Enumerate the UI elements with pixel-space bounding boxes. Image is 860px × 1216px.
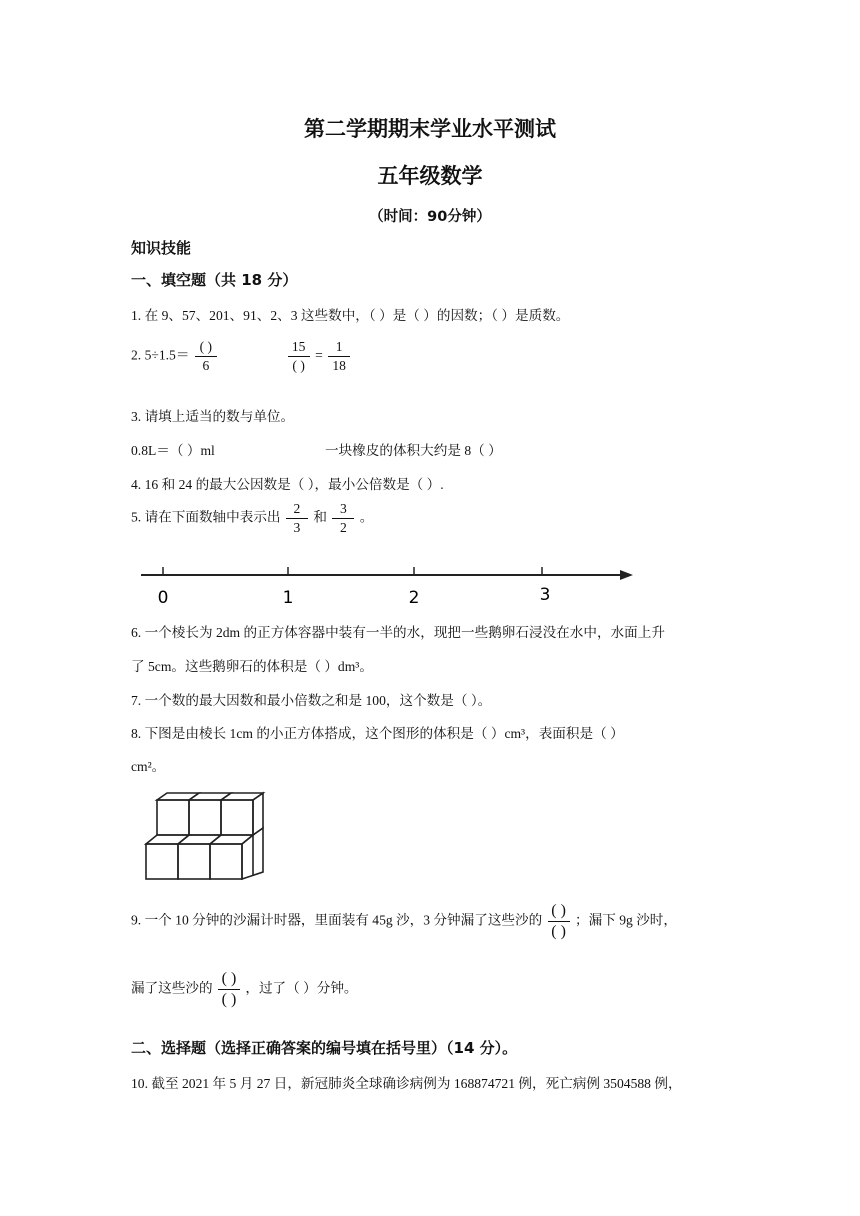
question-4: 4. 16 和 24 的最大公因数是（ ），最小公倍数是（ ）. <box>131 477 444 492</box>
q9-f2-numerator: ( ) <box>218 970 240 990</box>
question-8-line2: cm²。 <box>131 759 166 774</box>
q5-f2-denominator: 2 <box>339 520 347 535</box>
section1-title: 一、填空题（共 18 分） <box>131 271 298 289</box>
question-6-line1: 6. 一个棱长为 2dm 的正方体容器中装有一半的水，现把一些鹅卵石浸没在水中，水面上升 <box>131 625 665 640</box>
cube-top-3 <box>221 800 253 835</box>
q5-f1-denominator: 3 <box>293 520 301 535</box>
q5-suffix: 。 <box>359 509 374 525</box>
question-9-line2 <box>131 970 358 1009</box>
question-3a: 0.8L＝（ ）ml <box>131 443 215 458</box>
question-2 <box>131 339 352 374</box>
q9-fraction-1 <box>548 902 570 941</box>
section2-title: 二、选择题（选择正确答案的编号填在括号里）（14 分）。 <box>131 1039 518 1057</box>
question-7: 7. 一个数的最大因数和最小倍数之和是 100，这个数是（ ）。 <box>131 693 492 708</box>
tick-label-1: 1 <box>282 588 294 608</box>
q9-line1-prefix: 9. 一个 10 分钟的沙漏计时器，里面装有 45g 沙，3 分钟漏了这些沙的 <box>131 912 543 928</box>
q5-fraction-1 <box>286 501 308 536</box>
number-line-arrow-icon <box>620 570 633 580</box>
section-knowledge: 知识技能 <box>131 239 192 257</box>
cube-bottom-1 <box>146 844 178 879</box>
cube-top-2 <box>189 800 221 835</box>
q2-f2-denominator: ( ) <box>292 358 305 373</box>
question-1: 1. 在 9、57、201、91、2、3 这些数中，（ ）是（ ）的因数；（ ）是质数。 <box>131 308 570 323</box>
q5-mid: 和 <box>313 509 327 525</box>
q2-prefix: 2. 5÷1.5＝ <box>131 347 190 363</box>
q5-f2-numerator: 3 <box>332 501 354 519</box>
q5-fraction-2 <box>332 501 354 536</box>
q5-f1-numerator: 2 <box>286 501 308 519</box>
question-3: 3. 请填上适当的数与单位。 <box>131 409 295 424</box>
question-9-line1 <box>131 902 677 941</box>
q9-line2-prefix: 漏了这些沙的 <box>131 980 213 996</box>
q2-f1-numerator: ( ) <box>195 339 217 357</box>
q2-f2-numerator: 15 <box>288 339 310 357</box>
cube-bottom-2 <box>178 844 210 879</box>
cube-bottom-3 <box>210 844 242 879</box>
q9-line2-suffix: ，过了（ ）分钟。 <box>245 980 358 996</box>
page-title: 第二学期期末学业水平测试 <box>304 117 556 141</box>
q2-fraction-1 <box>195 339 217 374</box>
q2-fraction-3 <box>328 339 350 374</box>
q5-prefix: 5. 请在下面数轴中表示出 <box>131 509 281 525</box>
tick-label-3: 3 <box>539 585 551 605</box>
cube-figure <box>143 790 283 885</box>
question-8-line1: 8. 下图是由棱长 1cm 的小正方体搭成，这个图形的体积是（ ）cm³，表面积是（ ） <box>131 726 624 741</box>
exam-time: （时间：90分钟） <box>369 209 491 225</box>
q2-f1-denominator: 6 <box>202 358 210 373</box>
tick-label-0: 0 <box>157 588 169 608</box>
number-line <box>0 555 860 625</box>
q2-f3-denominator: 18 <box>332 358 346 373</box>
page-subtitle: 五年级数学 <box>377 164 483 188</box>
tick-label-2: 2 <box>408 588 420 608</box>
q9-f1-denominator: ( ) <box>551 923 566 940</box>
q9-f1-numerator: ( ) <box>548 902 570 922</box>
q2-fraction-2 <box>288 339 310 374</box>
cube-top-1 <box>157 800 189 835</box>
q2-equals: = <box>315 347 323 363</box>
question-10: 10. 截至 2021 年 5 月 27 日，新冠肺炎全球确诊病例为 168874721 例，死亡病例 3504588 例， <box>131 1076 682 1091</box>
question-6-line2: 了 5cm。这些鹅卵石的体积是（ ）dm³。 <box>131 659 373 674</box>
q2-f3-numerator: 1 <box>328 339 350 357</box>
question-3b: 一块橡皮的体积大约是 8（ ） <box>325 443 502 458</box>
q9-f2-denominator: ( ) <box>221 991 237 1008</box>
q9-line1-suffix: ；漏下 9g 沙时， <box>575 912 677 928</box>
q9-fraction-2 <box>218 970 240 1009</box>
question-5 <box>131 501 373 536</box>
